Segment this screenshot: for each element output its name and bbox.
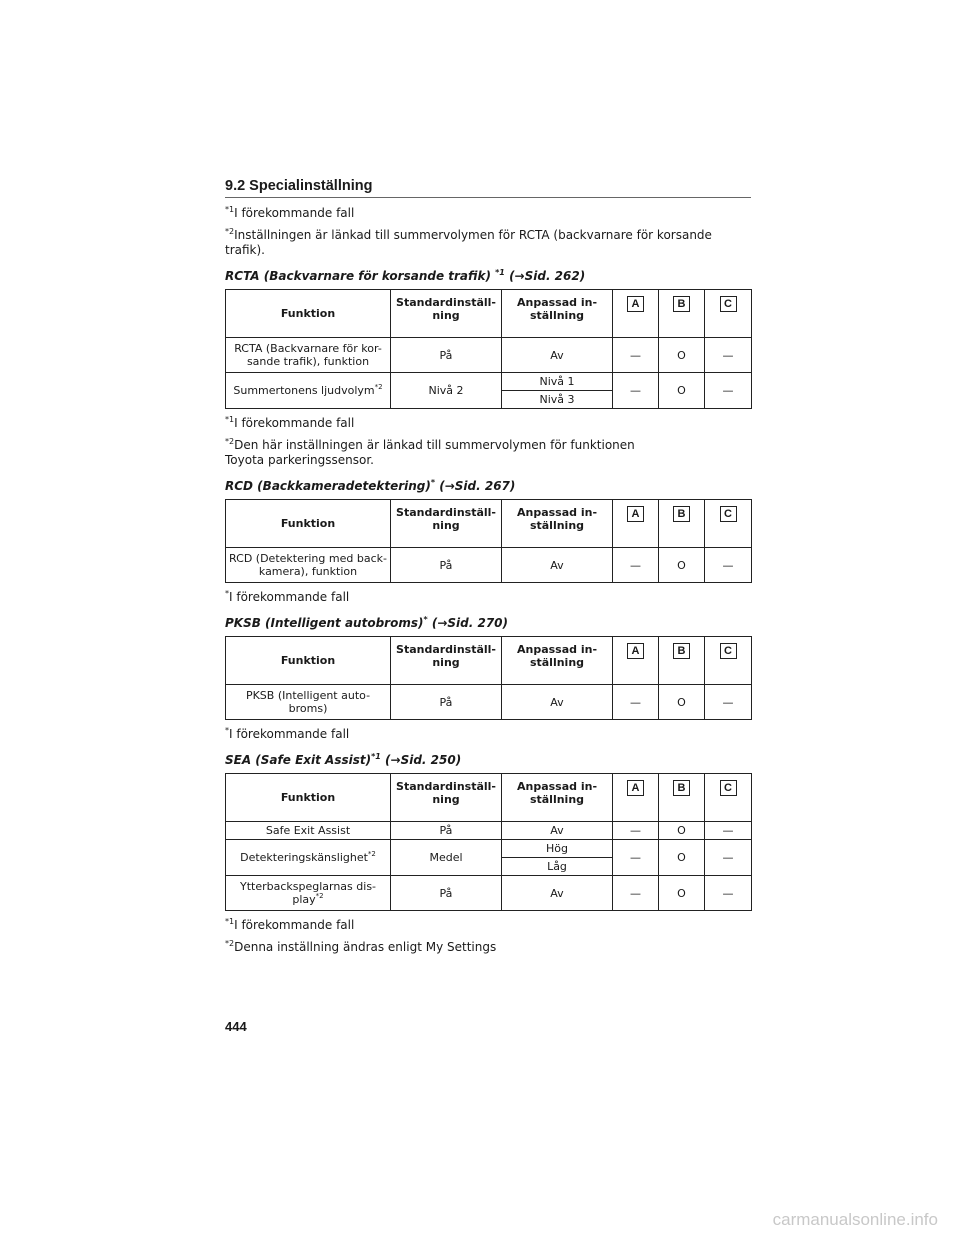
rcd-table: [225, 499, 752, 583]
b-icon: B: [673, 296, 690, 312]
table-header-row: Funktion Standardinställ- ning Anpassad in- ställning A B C: [226, 774, 752, 822]
c-icon: C: [720, 506, 737, 522]
a-icon: A: [627, 506, 644, 522]
table-row: Summertonens ljudvolym$^{*2}$ Nivå 2 Nivå 1 — O —: [226, 373, 752, 391]
page-content: [225, 178, 751, 962]
a-icon: A: [627, 643, 644, 659]
rcta-table: [225, 289, 752, 409]
sea-heading: SEA (Safe Exit Assist)$^{*1}$ (→Sid. 250): [225, 752, 462, 767]
rcta-heading: RCTA (Backvarnare för korsande trafik) $^{*1}$ (→Sid. 262): [225, 268, 586, 283]
c-icon: C: [720, 296, 737, 312]
a-icon: A: [627, 296, 644, 312]
table-row: Safe Exit Assist På Av — O —: [226, 822, 752, 840]
section-title: 9.2 Specialinställning: [225, 178, 751, 198]
table-row: PKSB (Intelligent auto- broms) På Av — O —: [226, 685, 752, 720]
footnote: *I förekommande fall: [225, 589, 350, 604]
c-icon: C: [720, 780, 737, 796]
b-icon: B: [673, 506, 690, 522]
b-icon: B: [673, 643, 690, 659]
rcd-heading: RCD (Backkameradetektering)* (→Sid. 267): [225, 478, 516, 493]
b-icon: B: [673, 780, 690, 796]
footnote: $^{*2}$Den här inställningen är länkad till summervolymen för funktionen Toyota parkeringssensor.: [225, 437, 635, 467]
pksb-table: [225, 636, 752, 720]
watermark: carmanualsonline.info: [772, 1210, 938, 1229]
table-row: Detekteringskänslighet$^{*2}$ Medel Hög — O —: [226, 840, 752, 858]
footnote: $^{*1}$I förekommande fall: [225, 415, 355, 430]
header-b: [659, 290, 705, 338]
header-standard: Standardinställ- ning: [391, 290, 502, 338]
footnote: *I förekommande fall: [225, 726, 350, 741]
header-c: [705, 290, 752, 338]
table-header-row: Funktion Standardinställ- ning Anpassad in- ställning A B C: [226, 637, 752, 685]
table-row: RCD (Detektering med back- kamera), funktion På Av — O —: [226, 548, 752, 583]
table-row: RCTA (Backvarnare för kor- sande trafik), funktion På Av — O —: [226, 338, 752, 373]
footnote: $^{*2}$Denna inställning ändras enligt My Settings: [225, 939, 497, 954]
c-icon: C: [720, 643, 737, 659]
table-row: Låg: [226, 858, 752, 876]
header-anpassad: Anpassad in- ställning: [502, 290, 613, 338]
pksb-heading: PKSB (Intelligent autobroms)* (→Sid. 270): [225, 615, 508, 630]
a-icon: A: [627, 780, 644, 796]
table-header-row: [226, 290, 752, 338]
table-row: Ytterbackspeglarnas dis- play$^{*2}$ På Av — O —: [226, 876, 752, 911]
footnote: $^{*1}$I förekommande fall: [225, 917, 355, 932]
header-funktion: Funktion: [226, 290, 391, 338]
page-number: 444: [225, 1019, 247, 1034]
table-row: Nivå 3: [226, 391, 752, 409]
table-header-row: Funktion Standardinställ- ning Anpassad in- ställning A B C: [226, 500, 752, 548]
header-a: [613, 290, 659, 338]
sea-table: [225, 773, 752, 911]
footnote: $^{*2}$Inställningen är länkad till summervolymen för RCTA (backvarnare för korsande trafik).: [225, 227, 712, 257]
footnote: $^{*1}$I förekommande fall: [225, 205, 355, 220]
